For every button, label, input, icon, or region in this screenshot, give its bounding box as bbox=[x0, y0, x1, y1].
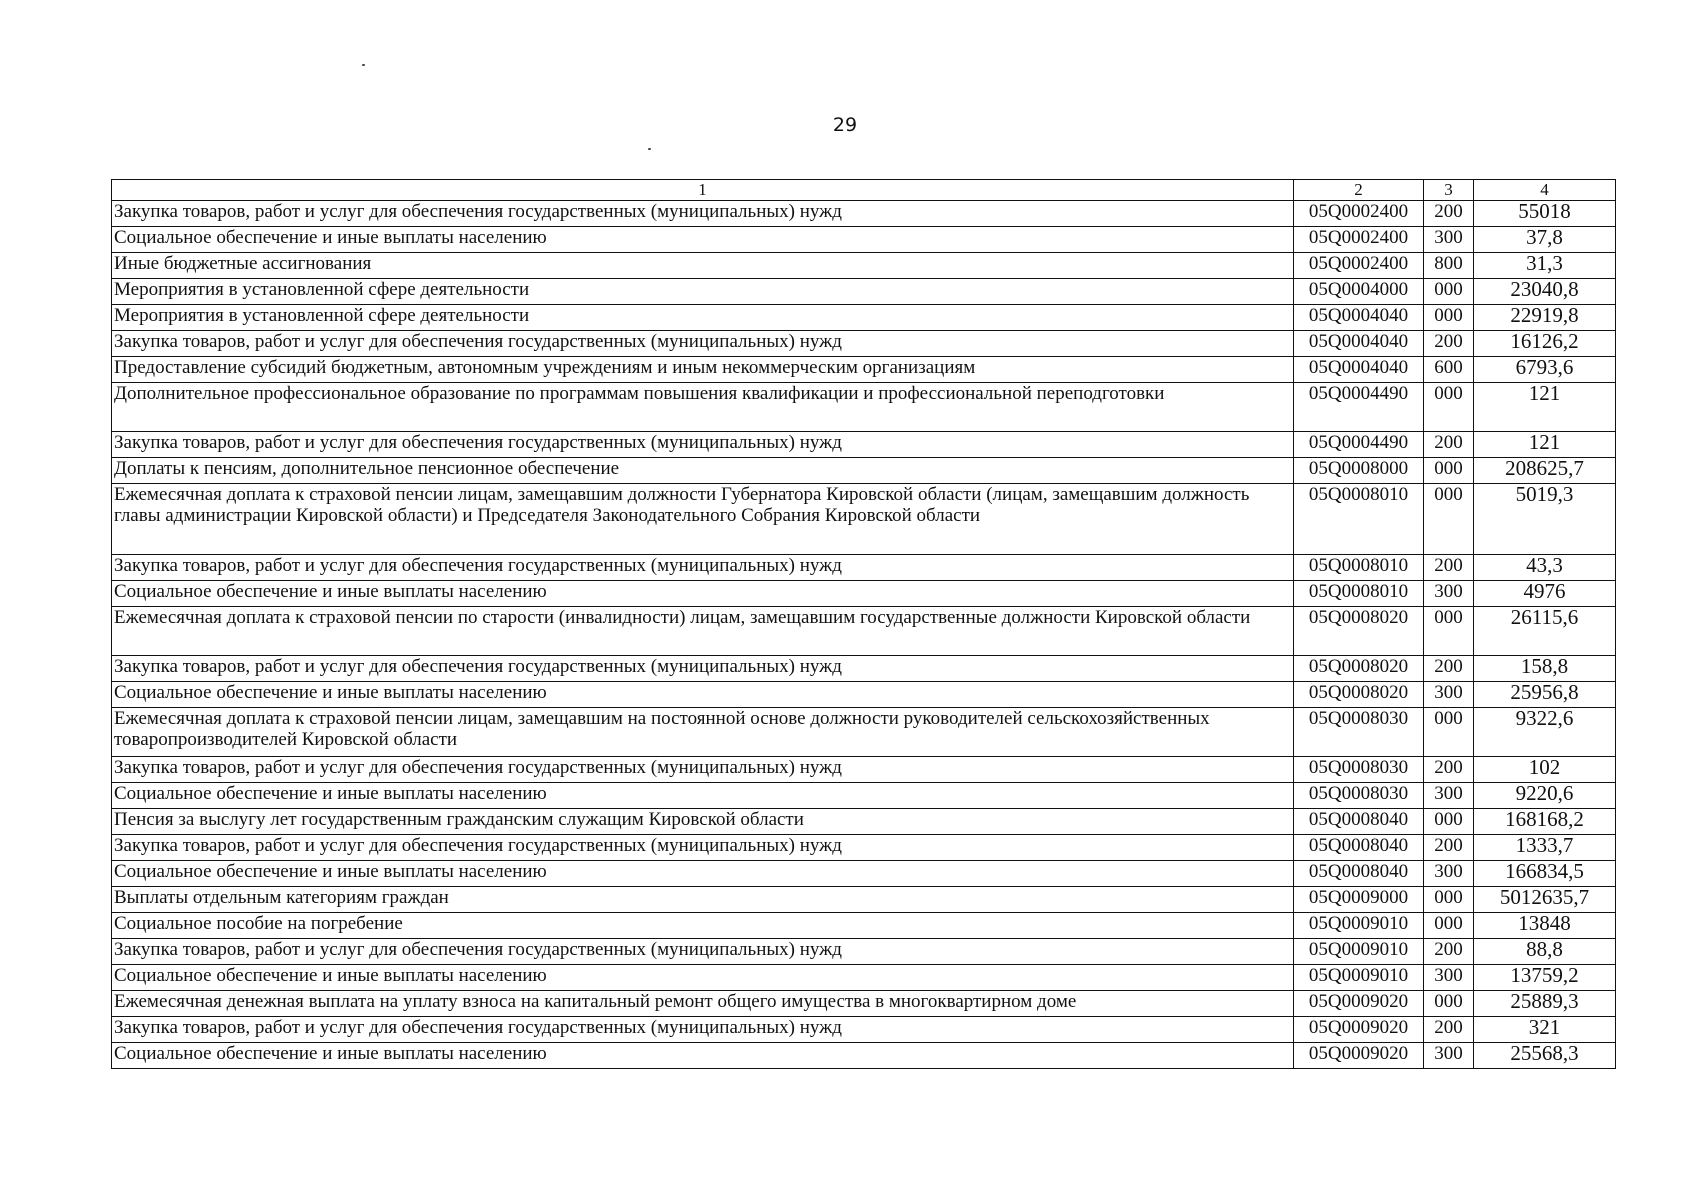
row-name-cell: Социальное обеспечение и иные выплаты населению bbox=[112, 581, 1294, 607]
row-code-cell: 05Q0009020 bbox=[1294, 1017, 1424, 1043]
row-sum-cell: 208625,7 bbox=[1474, 458, 1616, 484]
row-type-cell: 000 bbox=[1424, 607, 1474, 656]
table-row bbox=[112, 201, 1616, 227]
table-row bbox=[112, 305, 1616, 331]
row-sum-cell: 121 bbox=[1474, 432, 1616, 458]
row-name-cell: Ежемесячная денежная выплата на уплату взноса на капитальный ремонт общего имущества в многоквартирном доме bbox=[112, 991, 1294, 1017]
row-name-cell: Ежемесячная доплата к страховой пенсии лицам, замещавшим должности Губернатора Кировской области (лицам, замещавшим должность главы администрации Кировской области) и Председателя Законодательного Собрания Кировской области bbox=[112, 484, 1294, 555]
row-code-cell: 05Q0009010 bbox=[1294, 939, 1424, 965]
header-cell: 4 bbox=[1474, 180, 1616, 201]
row-name-cell: Пенсия за выслугу лет государственным гражданским служащим Кировской области bbox=[112, 809, 1294, 835]
row-type-cell: 000 bbox=[1424, 279, 1474, 305]
row-name-cell: Закупка товаров, работ и услуг для обеспечения государственных (муниципальных) нужд bbox=[112, 939, 1294, 965]
row-name-cell: Закупка товаров, работ и услуг для обеспечения государственных (муниципальных) нужд bbox=[112, 555, 1294, 581]
row-code-cell: 05Q0009020 bbox=[1294, 1043, 1424, 1069]
row-sum-cell: 88,8 bbox=[1474, 939, 1616, 965]
row-code-cell: 05Q0002400 bbox=[1294, 201, 1424, 227]
table-row bbox=[112, 279, 1616, 305]
row-code-cell: 05Q0008010 bbox=[1294, 484, 1424, 555]
table-row bbox=[112, 809, 1616, 835]
row-code-cell: 05Q0008000 bbox=[1294, 458, 1424, 484]
table-row bbox=[112, 227, 1616, 253]
header-cell: 2 bbox=[1294, 180, 1424, 201]
table-row bbox=[112, 835, 1616, 861]
row-type-cell: 300 bbox=[1424, 861, 1474, 887]
row-type-cell: 000 bbox=[1424, 383, 1474, 432]
row-name-cell: Закупка товаров, работ и услуг для обеспечения государственных (муниципальных) нужд bbox=[112, 835, 1294, 861]
row-sum-cell: 9220,6 bbox=[1474, 783, 1616, 809]
table-row bbox=[112, 656, 1616, 682]
table-header-row bbox=[112, 180, 1616, 201]
table-row bbox=[112, 965, 1616, 991]
row-code-cell: 05Q0004040 bbox=[1294, 357, 1424, 383]
row-type-cell: 200 bbox=[1424, 331, 1474, 357]
row-code-cell: 05Q0004490 bbox=[1294, 432, 1424, 458]
row-sum-cell: 22919,8 bbox=[1474, 305, 1616, 331]
header-cell: 1 bbox=[112, 180, 1294, 201]
row-sum-cell: 168168,2 bbox=[1474, 809, 1616, 835]
table-row bbox=[112, 757, 1616, 783]
table-row bbox=[112, 607, 1616, 656]
row-sum-cell: 55018 bbox=[1474, 201, 1616, 227]
row-type-cell: 300 bbox=[1424, 227, 1474, 253]
row-sum-cell: 25889,3 bbox=[1474, 991, 1616, 1017]
row-sum-cell: 25956,8 bbox=[1474, 682, 1616, 708]
row-sum-cell: 321 bbox=[1474, 1017, 1616, 1043]
row-type-cell: 000 bbox=[1424, 708, 1474, 757]
row-code-cell: 05Q0008040 bbox=[1294, 809, 1424, 835]
row-sum-cell: 166834,5 bbox=[1474, 861, 1616, 887]
row-type-cell: 000 bbox=[1424, 305, 1474, 331]
table-row bbox=[112, 1017, 1616, 1043]
row-code-cell: 05Q0008040 bbox=[1294, 835, 1424, 861]
row-sum-cell: 4976 bbox=[1474, 581, 1616, 607]
row-sum-cell: 31,3 bbox=[1474, 253, 1616, 279]
row-code-cell: 05Q0002400 bbox=[1294, 227, 1424, 253]
table-row bbox=[112, 484, 1616, 555]
row-name-cell: Предоставление субсидий бюджетным, автономным учреждениям и иным некоммерческим организациям bbox=[112, 357, 1294, 383]
row-sum-cell: 16126,2 bbox=[1474, 331, 1616, 357]
row-type-cell: 200 bbox=[1424, 757, 1474, 783]
table-row bbox=[112, 458, 1616, 484]
row-name-cell: Социальное обеспечение и иные выплаты населению bbox=[112, 1043, 1294, 1069]
page-number: 29 bbox=[832, 114, 858, 136]
row-type-cell: 300 bbox=[1424, 783, 1474, 809]
row-code-cell: 05Q0008040 bbox=[1294, 861, 1424, 887]
scan-speck bbox=[362, 64, 365, 66]
row-sum-cell: 158,8 bbox=[1474, 656, 1616, 682]
row-name-cell: Выплаты отдельным категориям граждан bbox=[112, 887, 1294, 913]
row-type-cell: 800 bbox=[1424, 253, 1474, 279]
row-type-cell: 200 bbox=[1424, 939, 1474, 965]
row-sum-cell: 5019,3 bbox=[1474, 484, 1616, 555]
budget-table bbox=[111, 179, 1616, 1069]
row-name-cell: Социальное обеспечение и иные выплаты населению bbox=[112, 783, 1294, 809]
row-name-cell: Ежемесячная доплата к страховой пенсии лицам, замещавшим на постоянной основе должности руководителей сельскохозяйственных товаропроизводителей Кировской области bbox=[112, 708, 1294, 757]
row-name-cell: Социальное обеспечение и иные выплаты населению bbox=[112, 227, 1294, 253]
row-name-cell: Закупка товаров, работ и услуг для обеспечения государственных (муниципальных) нужд bbox=[112, 331, 1294, 357]
row-type-cell: 000 bbox=[1424, 458, 1474, 484]
row-type-cell: 000 bbox=[1424, 887, 1474, 913]
row-code-cell: 05Q0008030 bbox=[1294, 708, 1424, 757]
row-type-cell: 000 bbox=[1424, 484, 1474, 555]
row-code-cell: 05Q0009010 bbox=[1294, 913, 1424, 939]
row-sum-cell: 26115,6 bbox=[1474, 607, 1616, 656]
row-code-cell: 05Q0008010 bbox=[1294, 581, 1424, 607]
row-type-cell: 600 bbox=[1424, 357, 1474, 383]
row-type-cell: 200 bbox=[1424, 555, 1474, 581]
row-sum-cell: 9322,6 bbox=[1474, 708, 1616, 757]
row-type-cell: 200 bbox=[1424, 1017, 1474, 1043]
row-code-cell: 05Q0004040 bbox=[1294, 331, 1424, 357]
row-sum-cell: 37,8 bbox=[1474, 227, 1616, 253]
row-name-cell: Доплаты к пенсиям, дополнительное пенсионное обеспечение bbox=[112, 458, 1294, 484]
row-name-cell: Дополнительное профессиональное образование по программам повышения квалификации и профессиональной переподготовки bbox=[112, 383, 1294, 432]
row-name-cell: Социальное пособие на погребение bbox=[112, 913, 1294, 939]
table-row bbox=[112, 1043, 1616, 1069]
row-sum-cell: 23040,8 bbox=[1474, 279, 1616, 305]
row-code-cell: 05Q0004000 bbox=[1294, 279, 1424, 305]
row-sum-cell: 6793,6 bbox=[1474, 357, 1616, 383]
row-code-cell: 05Q0004490 bbox=[1294, 383, 1424, 432]
row-type-cell: 300 bbox=[1424, 1043, 1474, 1069]
row-type-cell: 300 bbox=[1424, 581, 1474, 607]
row-sum-cell: 121 bbox=[1474, 383, 1616, 432]
row-type-cell: 200 bbox=[1424, 656, 1474, 682]
table-row bbox=[112, 555, 1616, 581]
table-row bbox=[112, 783, 1616, 809]
budget-table-body bbox=[112, 180, 1616, 1069]
table-row bbox=[112, 331, 1616, 357]
row-type-cell: 200 bbox=[1424, 201, 1474, 227]
table-row bbox=[112, 253, 1616, 279]
row-name-cell: Социальное обеспечение и иные выплаты населению bbox=[112, 861, 1294, 887]
table-row bbox=[112, 913, 1616, 939]
row-type-cell: 000 bbox=[1424, 991, 1474, 1017]
row-name-cell: Иные бюджетные ассигнования bbox=[112, 253, 1294, 279]
table-row bbox=[112, 581, 1616, 607]
row-type-cell: 000 bbox=[1424, 913, 1474, 939]
row-sum-cell: 43,3 bbox=[1474, 555, 1616, 581]
row-code-cell: 05Q0008020 bbox=[1294, 607, 1424, 656]
row-code-cell: 05Q0009000 bbox=[1294, 887, 1424, 913]
row-code-cell: 05Q0002400 bbox=[1294, 253, 1424, 279]
table-row bbox=[112, 861, 1616, 887]
row-name-cell: Мероприятия в установленной сфере деятельности bbox=[112, 279, 1294, 305]
row-type-cell: 300 bbox=[1424, 965, 1474, 991]
row-sum-cell: 5012635,7 bbox=[1474, 887, 1616, 913]
row-type-cell: 300 bbox=[1424, 682, 1474, 708]
row-type-cell: 000 bbox=[1424, 809, 1474, 835]
row-name-cell: Закупка товаров, работ и услуг для обеспечения государственных (муниципальных) нужд bbox=[112, 432, 1294, 458]
row-code-cell: 05Q0009020 bbox=[1294, 991, 1424, 1017]
table-row bbox=[112, 991, 1616, 1017]
table-row bbox=[112, 383, 1616, 432]
table-row bbox=[112, 357, 1616, 383]
table-row bbox=[112, 432, 1616, 458]
row-sum-cell: 13759,2 bbox=[1474, 965, 1616, 991]
table-row bbox=[112, 708, 1616, 757]
scan-speck bbox=[648, 148, 651, 150]
row-name-cell: Социальное обеспечение и иные выплаты населению bbox=[112, 682, 1294, 708]
row-code-cell: 05Q0008010 bbox=[1294, 555, 1424, 581]
row-type-cell: 200 bbox=[1424, 835, 1474, 861]
row-type-cell: 200 bbox=[1424, 432, 1474, 458]
header-cell: 3 bbox=[1424, 180, 1474, 201]
row-sum-cell: 25568,3 bbox=[1474, 1043, 1616, 1069]
row-name-cell: Закупка товаров, работ и услуг для обеспечения государственных (муниципальных) нужд bbox=[112, 656, 1294, 682]
row-name-cell: Социальное обеспечение и иные выплаты населению bbox=[112, 965, 1294, 991]
table-row bbox=[112, 682, 1616, 708]
row-code-cell: 05Q0004040 bbox=[1294, 305, 1424, 331]
row-sum-cell: 13848 bbox=[1474, 913, 1616, 939]
row-code-cell: 05Q0008020 bbox=[1294, 656, 1424, 682]
row-sum-cell: 1333,7 bbox=[1474, 835, 1616, 861]
row-name-cell: Закупка товаров, работ и услуг для обеспечения государственных (муниципальных) нужд bbox=[112, 201, 1294, 227]
row-name-cell: Закупка товаров, работ и услуг для обеспечения государственных (муниципальных) нужд bbox=[112, 1017, 1294, 1043]
row-code-cell: 05Q0008020 bbox=[1294, 682, 1424, 708]
row-code-cell: 05Q0008030 bbox=[1294, 757, 1424, 783]
table-row bbox=[112, 887, 1616, 913]
row-name-cell: Ежемесячная доплата к страховой пенсии по старости (инвалидности) лицам, замещавшим государственные должности Кировской области bbox=[112, 607, 1294, 656]
row-code-cell: 05Q0009010 bbox=[1294, 965, 1424, 991]
row-sum-cell: 102 bbox=[1474, 757, 1616, 783]
row-name-cell: Закупка товаров, работ и услуг для обеспечения государственных (муниципальных) нужд bbox=[112, 757, 1294, 783]
row-code-cell: 05Q0008030 bbox=[1294, 783, 1424, 809]
table-row bbox=[112, 939, 1616, 965]
row-name-cell: Мероприятия в установленной сфере деятельности bbox=[112, 305, 1294, 331]
